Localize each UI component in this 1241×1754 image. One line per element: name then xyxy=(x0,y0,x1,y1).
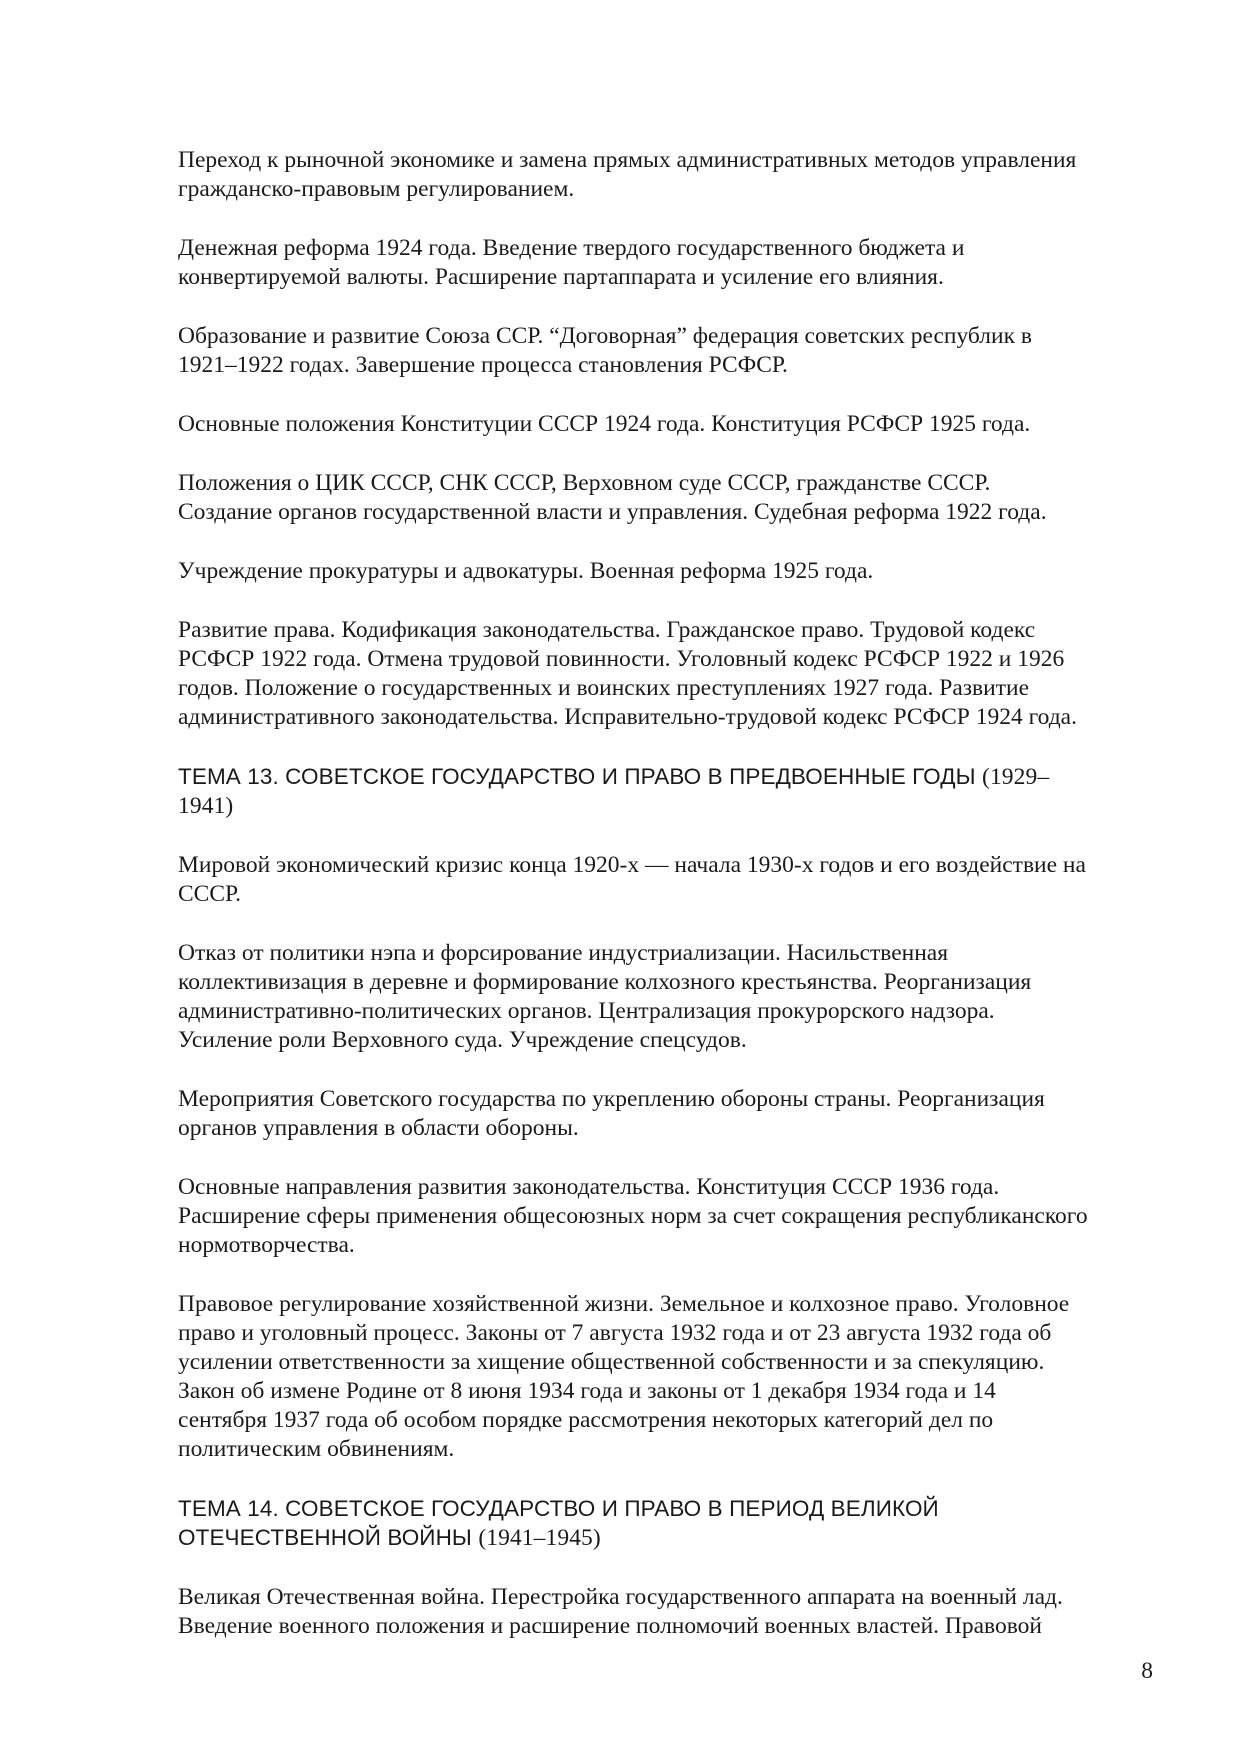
topic-14-heading-line-1: ТЕМА 14. СОВЕТСКОЕ ГОСУДАРСТВО И ПРАВО В ПЕРИОД ВЕЛИКОЙ xyxy=(178,1496,939,1521)
paragraph-line: Учреждение прокуратуры и адвокатуры. Военная реформа 1925 года. xyxy=(178,558,874,584)
paragraph-line: Усиление роли Верховного суда. Учреждение спецсудов. xyxy=(178,1027,747,1053)
paragraph xyxy=(178,1583,1168,1641)
paragraph-line: Переход к рыночной экономике и замена прямых административных методов управления xyxy=(178,147,1077,173)
paragraph-line: право и уголовный процесс. Законы от 7 августа 1932 года и от 23 августа 1932 года об xyxy=(178,1320,1052,1346)
paragraph-line: 1921–1922 годах. Завершение процесса становления РСФСР. xyxy=(178,352,788,378)
paragraph xyxy=(178,322,1168,380)
paragraph-line: Мероприятия Советского государства по укреплению обороны страны. Реорганизация xyxy=(178,1086,1045,1112)
paragraph-line: сентября 1937 года об особом порядке рассмотрения некоторых категорий дел по xyxy=(178,1407,994,1433)
paragraph-line: Основные направления развития законодательства. Конституция СССР 1936 года. xyxy=(178,1174,1000,1200)
page-number: 8 xyxy=(1141,1658,1153,1684)
paragraph-line: Отказ от политики нэпа и форсирование индустриализации. Насильственная xyxy=(178,940,949,966)
paragraph-line: РСФСР 1922 года. Отмена трудовой повинности. Уголовный кодекс РСФСР 1922 и 1926 xyxy=(178,646,1065,672)
paragraph-group-before-topic-13 xyxy=(178,146,1168,732)
paragraph xyxy=(178,1290,1168,1464)
paragraph xyxy=(178,616,1168,732)
topic-14-title-end: ОТЕЧЕСТВЕННОЙ ВОЙНЫ xyxy=(178,1525,472,1550)
topic-13-years-start: (1929– xyxy=(982,764,1050,790)
paragraph xyxy=(178,469,1168,527)
paragraph-line: административно-политических органов. Централизация прокурорского надзора. xyxy=(178,998,995,1024)
topic-14-heading-line-2 xyxy=(178,1523,1168,1553)
topic-14-heading xyxy=(178,1494,1168,1553)
paragraph-line: нормотворчества. xyxy=(178,1232,355,1258)
paragraph xyxy=(178,410,1168,439)
paragraph xyxy=(178,1173,1168,1260)
paragraph-line: политическим обвинениям. xyxy=(178,1436,455,1462)
paragraph-line: Расширение сферы применения общесоюзных норм за счет сокращения республиканского xyxy=(178,1203,1088,1229)
paragraph-line: Образование и развитие Союза ССР. “Договорная” федерация советских республик в xyxy=(178,323,1032,349)
page-content xyxy=(178,146,1168,1671)
paragraph-group-topic-13 xyxy=(178,851,1168,1464)
paragraph-line: органов управления в области обороны. xyxy=(178,1115,579,1141)
paragraph-line: Мировой экономический кризис конца 1920-х — начала 1930-х годов и его воздействие на xyxy=(178,852,1086,878)
paragraph-line: Правовое регулирование хозяйственной жизни. Земельное и колхозное право. Уголовное xyxy=(178,1291,1070,1317)
paragraph-group-topic-14 xyxy=(178,1583,1168,1641)
paragraph-line: конвертируемой валюты. Расширение партаппарата и усиление его влияния. xyxy=(178,264,944,290)
paragraph-line: коллективизация в деревне и формирование колхозного крестьянства. Реорганизация xyxy=(178,969,1032,995)
paragraph-line: Основные положения Конституции СССР 1924 года. Конституция РСФСР 1925 года. xyxy=(178,411,1031,437)
paragraph-line: усилении ответственности за хищение общественной собственности и за спекуляцию. xyxy=(178,1349,1045,1375)
paragraph-line: административного законодательства. Исправительно-трудовой кодекс РСФСР 1924 года. xyxy=(178,704,1077,730)
topic-13-years-end: 1941) xyxy=(178,793,234,819)
paragraph xyxy=(178,146,1168,204)
topic-13-title: ТЕМА 13. СОВЕТСКОЕ ГОСУДАРСТВО И ПРАВО В ПРЕДВОЕННЫЕ ГОДЫ xyxy=(178,764,976,789)
paragraph xyxy=(178,1085,1168,1143)
paragraph-line: Введение военного положения и расширение полномочий военных властей. Правовой xyxy=(178,1613,1043,1639)
paragraph xyxy=(178,851,1168,909)
paragraph-line: Создание органов государственной власти и управления. Судебная реформа 1922 года. xyxy=(178,499,1047,525)
topic-13-heading-line-1 xyxy=(178,762,1168,792)
paragraph xyxy=(178,939,1168,1055)
paragraph-line: гражданско-правовым регулированием. xyxy=(178,176,575,202)
paragraph-line: годов. Положение о государственных и воинских преступлениях 1927 года. Развитие xyxy=(178,675,1030,701)
topic-14-years: (1941–1945) xyxy=(478,1525,601,1551)
topic-13-heading xyxy=(178,762,1168,821)
paragraph-line: СССР. xyxy=(178,881,242,907)
paragraph-line: Денежная реформа 1924 года. Введение твердого государственного бюджета и xyxy=(178,235,965,261)
paragraph-line: Развитие права. Кодификация законодательства. Гражданское право. Трудовой кодекс xyxy=(178,617,1036,643)
paragraph-line: Закон об измене Родине от 8 июня 1934 года и законы от 1 декабря 1934 года и 14 xyxy=(178,1378,996,1404)
paragraph-line: Великая Отечественная война. Перестройка государственного аппарата на военный лад. xyxy=(178,1584,1063,1610)
paragraph-line: Положения о ЦИК СССР, СНК СССР, Верховном суде СССР, гражданстве СССР. xyxy=(178,470,991,496)
paragraph xyxy=(178,557,1168,586)
paragraph xyxy=(178,234,1168,292)
